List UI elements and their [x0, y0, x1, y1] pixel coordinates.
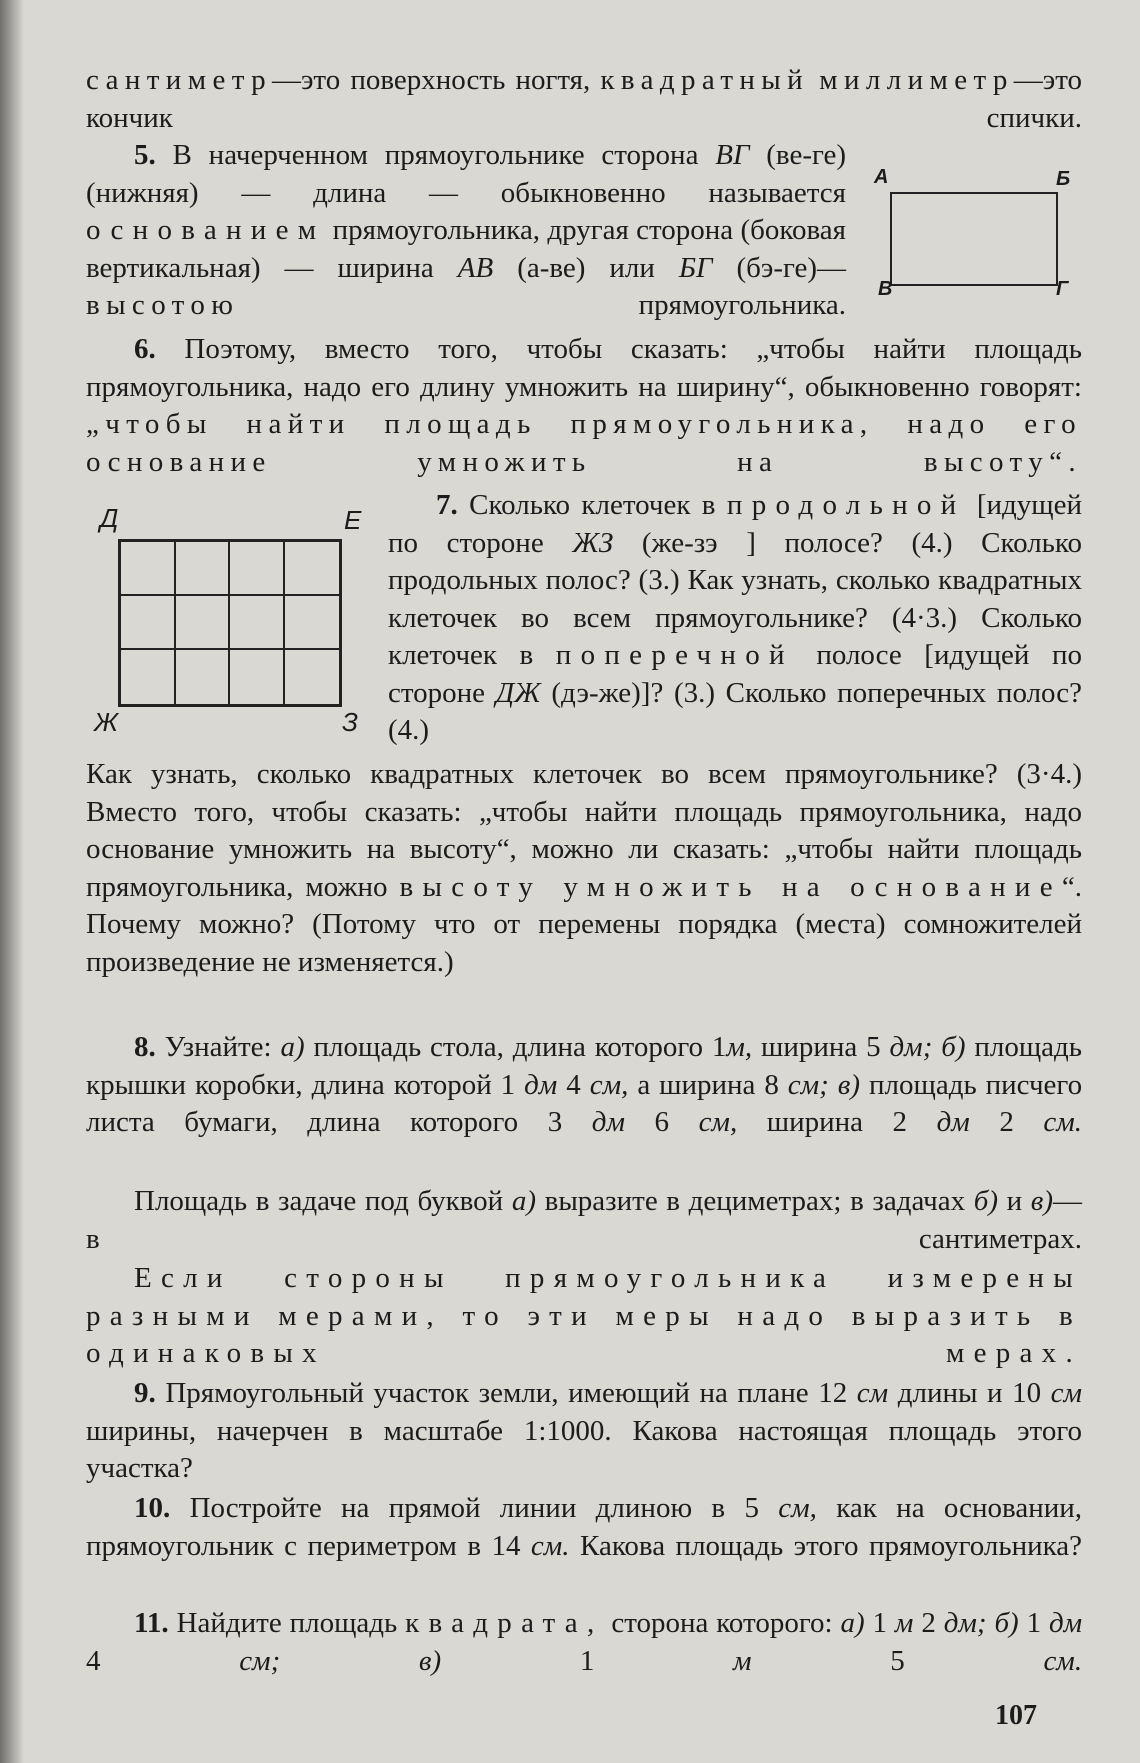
paragraph-8b: Площадь в задаче под буквой а) выразите в дециметрах; в задачах б) и в)— в сантиметрах.: [86, 1185, 1083, 1255]
grid-cell: [285, 542, 340, 596]
paragraph-continuation: сантиметр—это поверхность ногтя, квадратный миллиметр—это кончик спички.: [86, 64, 1082, 134]
paragraph-10: 10. Постройте на прямой линии длиною в 5 см, как на основании, прямоугольник с периметром в 14 см. Какова площадь этого прямоугольника?: [86, 1492, 1083, 1562]
grid-figure: [86, 503, 376, 743]
grid-cell: [285, 650, 340, 704]
paragraph-6: 6. Поэтому, вместо того, чтобы сказать: „чтобы найти площадь прямоугольника, надо его длину умножить на ширину“, обыкновенно говорят: „чтобы найти площадь прямоугольника, надо его основание умножить на высоту“.: [86, 333, 1082, 478]
grid-cell: [176, 542, 231, 596]
grid-rectangle: [118, 539, 342, 707]
grid-cell: [121, 596, 176, 650]
rectangle-figure: [860, 166, 1080, 316]
label-b: Б: [1056, 168, 1071, 190]
paragraph-5: 5. В начерченном прямоугольнике сторона ВГ (ве-ге) (нижняя) — длина — обыкновенно называется основанием прямоугольника, другая сторона (боковая вертикальная) — ширина АВ (а-ве) или БГ (бэ-ге)—высотою прямоугольника.: [86, 139, 847, 321]
label-d: Д: [100, 503, 119, 533]
rule-text: Если стороны прямоугольника измерены разными мерами, то эти меры надо выразить в одинаковых мерах.: [86, 1262, 1082, 1369]
page-number: 107: [995, 1700, 1037, 1731]
paragraph-11: 11. Найдите площадь квадрата, сторона которого: а) 1 м 2 дм; б) 1 дм 4 см; в) 1 м 5 см.: [86, 1607, 1083, 1677]
grid-cell: [121, 650, 176, 704]
grid-cell: [176, 596, 231, 650]
rectangle-outline: [890, 192, 1058, 286]
label-zh: Ж: [94, 707, 118, 737]
grid-cell: [230, 596, 285, 650]
grid-cell: [230, 542, 285, 596]
grid-cell: [230, 650, 285, 704]
page-edge: [0, 0, 24, 1763]
label-a: А: [874, 166, 889, 188]
grid-cell: [121, 542, 176, 596]
paragraph-7: 7. Сколько клеточек в продольной [идущей по стороне ЖЗ (же-зэ ] полосе? (4.) Сколько продольных полос? (3.) Как узнать, сколько квадратных клеточек во всем прямоугольнике? (4·3.) Сколько клеточек в поперечной полосе [идущей по стороне ДЖ (дэ-же)]? (3.) Сколько поперечных полос? (4.): [388, 489, 1083, 746]
paragraph-9: 9. Прямоугольный участок земли, имеющий на плане 12 см длины и 10 см ширины, начерчен в масштабе 1:1000. Какова настоящая площадь этого участка?: [86, 1377, 1083, 1484]
label-z: З: [342, 707, 358, 737]
label-v: В: [878, 278, 893, 300]
paragraph-7-continuation: Как узнать, сколько квадратных клеточек во всем прямоугольнике? (3·4.) Вместо того, чтобы сказать: „чтобы найти площадь прямоугольника, надо основание умножить на высоту“, можно ли сказать: „чтобы найти площадь прямоугольника, можно высоту умножить на основание“. Почему можно? (Потому что от перемены порядка (места) сомножителей произведение не изменяется.): [86, 758, 1083, 978]
grid-cell: [285, 596, 340, 650]
label-g: Г: [1056, 278, 1069, 300]
paragraph-8: 8. Узнайте: а) площадь стола, длина которого 1м, ширина 5 дм; б) площадь крышки коробки, длина которой 1 дм 4 см, а ширина 8 см; в) площадь писчего листа бумаги, длина которого 3 дм 6 см, ширина 2 дм 2 см.: [86, 1031, 1083, 1138]
grid-cell: [176, 650, 231, 704]
label-e: Е: [344, 505, 362, 535]
